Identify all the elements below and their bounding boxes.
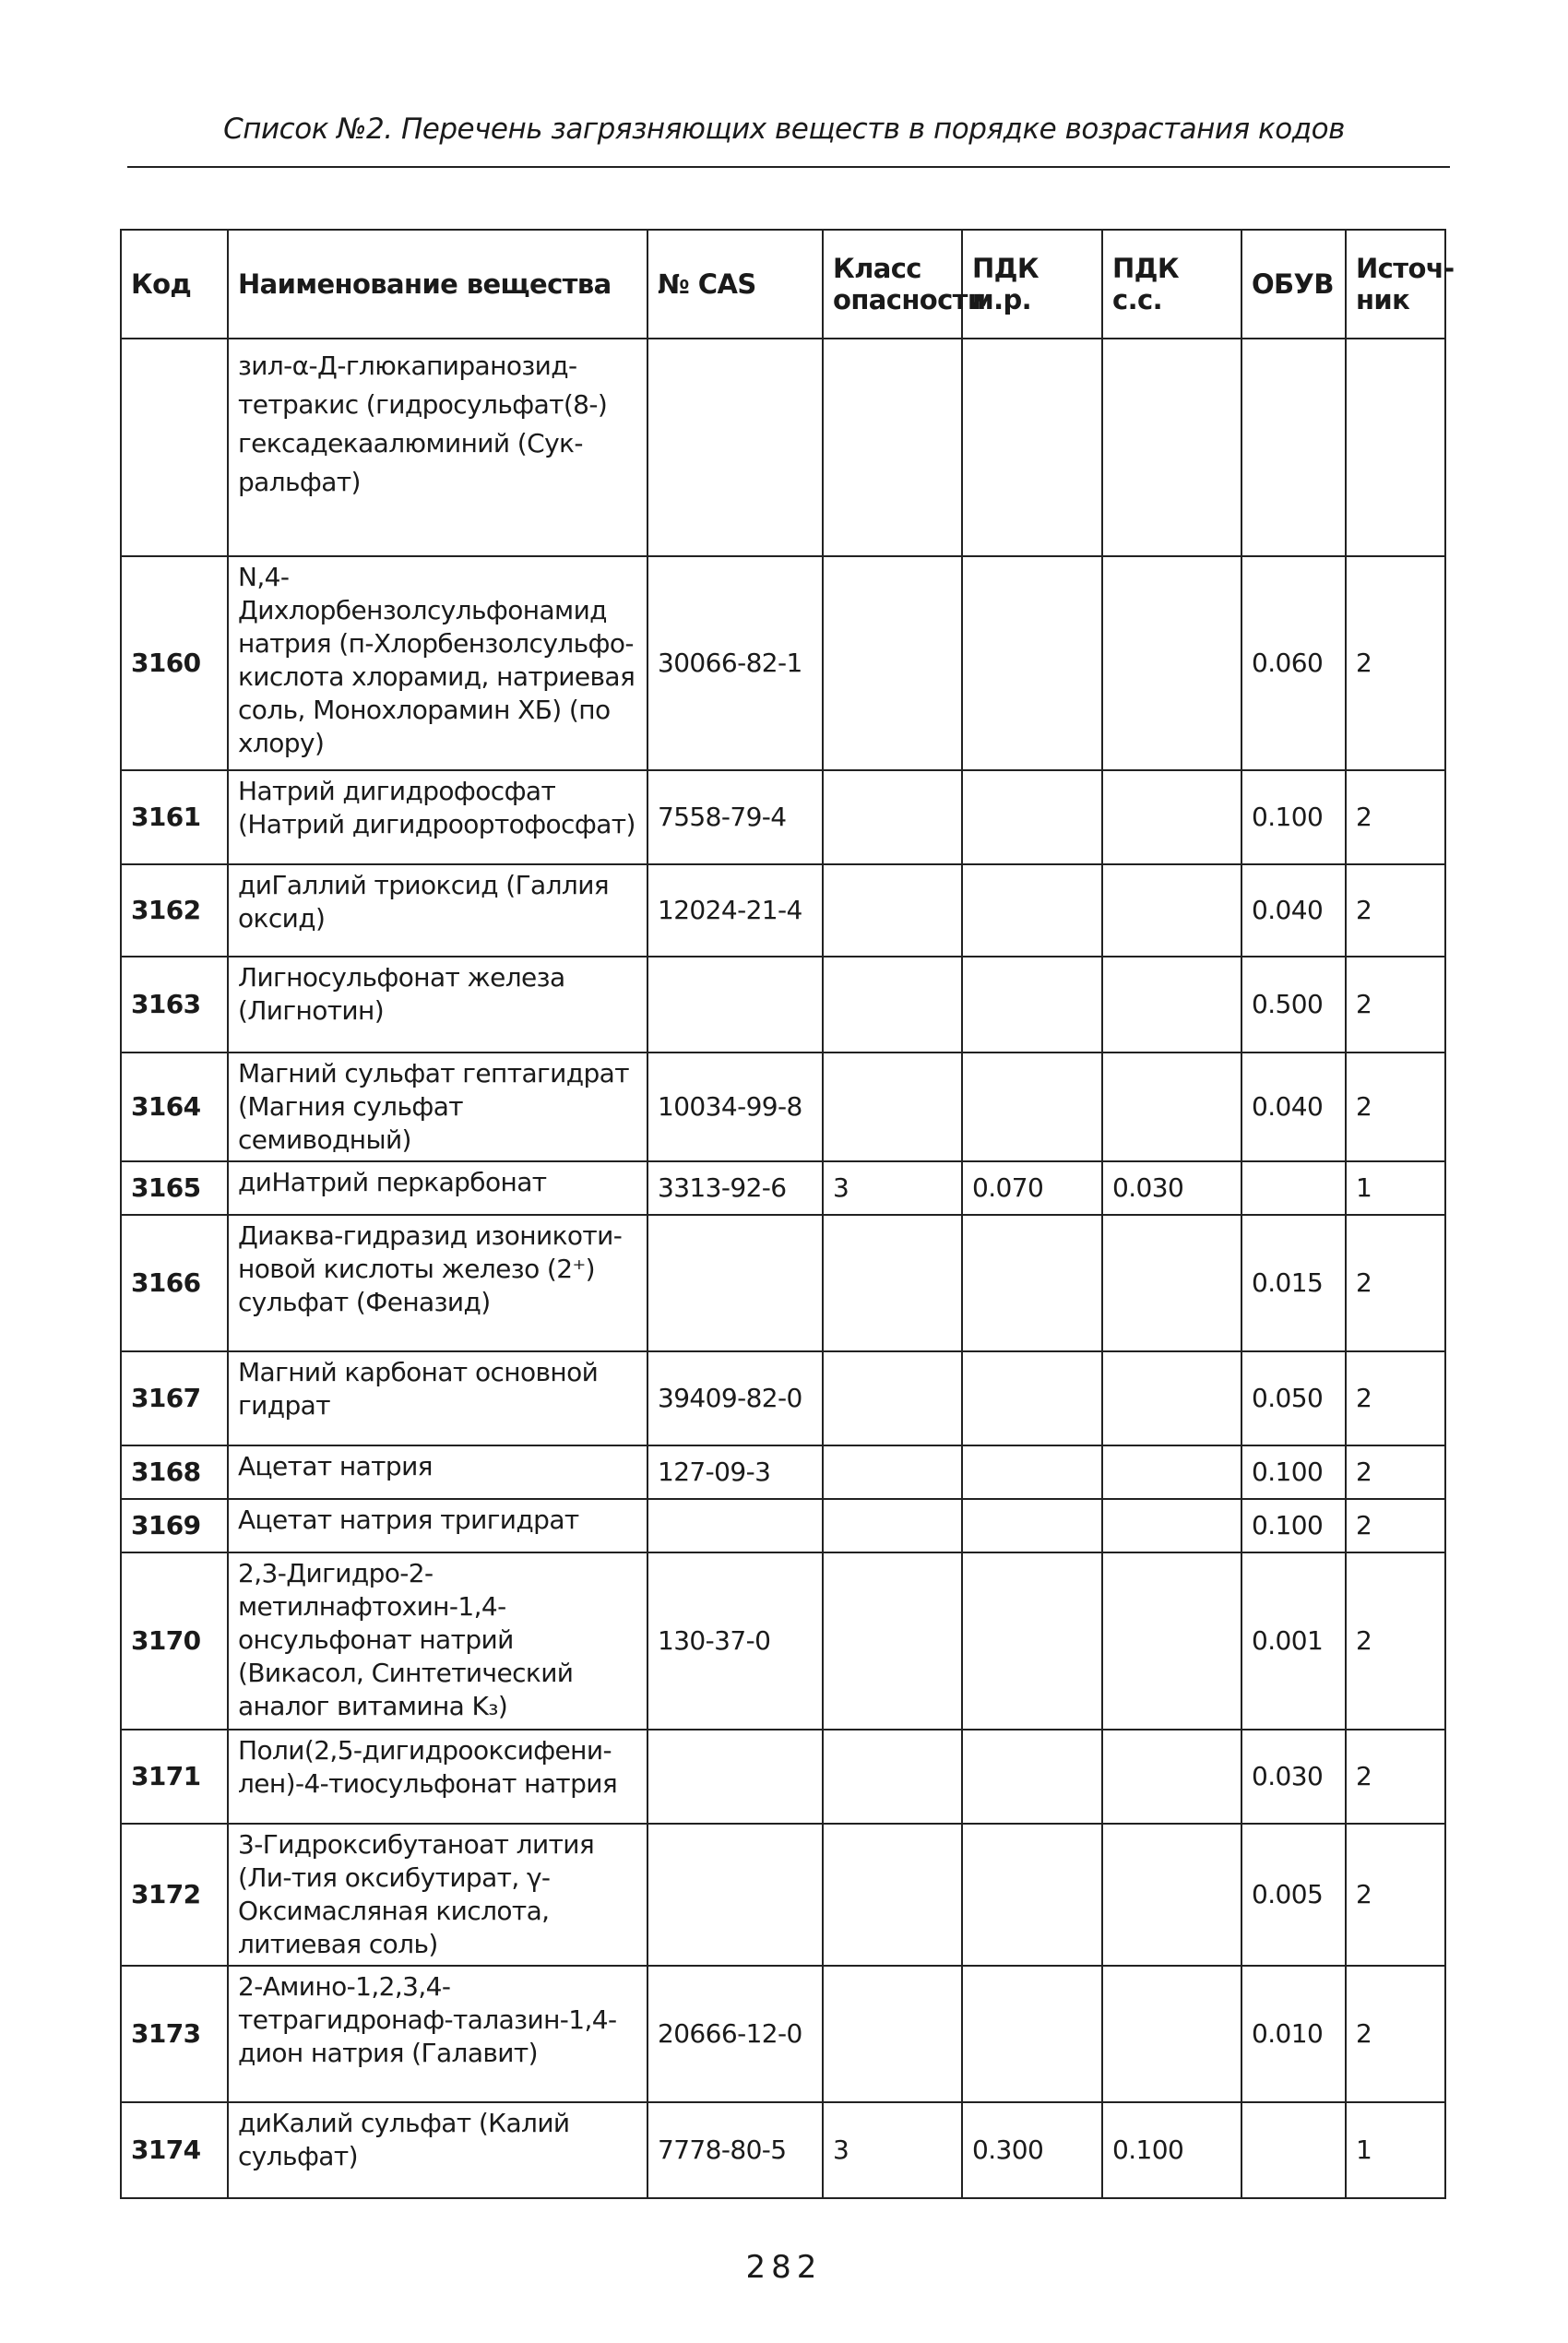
table-row	[121, 957, 1445, 1053]
cell-cas	[647, 339, 823, 556]
cell-obuv: 0.030	[1241, 1730, 1346, 1824]
cell-hazard-class	[823, 1445, 962, 1499]
table-row	[121, 1053, 1445, 1161]
cell-code: 3166	[121, 1215, 228, 1351]
cell-obuv: 0.040	[1241, 864, 1346, 957]
table-row	[121, 556, 1445, 770]
cell-pdk-mr	[962, 957, 1102, 1053]
cell-pdk-ss	[1102, 556, 1241, 770]
cell-cas	[647, 1215, 823, 1351]
table-row	[121, 1966, 1445, 2102]
table-row	[121, 1499, 1445, 1552]
table-row	[121, 1552, 1445, 1730]
cell-hazard-class	[823, 770, 962, 864]
cell-obuv: 0.100	[1241, 770, 1346, 864]
cell-pdk-ss	[1102, 1730, 1241, 1824]
cell-source: 2	[1346, 864, 1445, 957]
cell-cas: 7558-79-4	[647, 770, 823, 864]
cell-name: Ацетат натрия	[228, 1445, 647, 1499]
cell-pdk-ss	[1102, 1351, 1241, 1445]
cell-source: 1	[1346, 1161, 1445, 1215]
cell-code: 3171	[121, 1730, 228, 1824]
cell-hazard-class	[823, 1730, 962, 1824]
cell-name: Ацетат натрия тригидрат	[228, 1499, 647, 1552]
cell-source: 2	[1346, 1499, 1445, 1552]
cell-pdk-ss: 0.100	[1102, 2102, 1241, 2198]
table-row	[121, 1215, 1445, 1351]
cell-source: 2	[1346, 1215, 1445, 1351]
cell-source: 2	[1346, 1445, 1445, 1499]
cell-obuv: 0.100	[1241, 1499, 1346, 1552]
cell-pdk-mr: 0.070	[962, 1161, 1102, 1215]
cell-name: Диаква-гидразид изоникоти-новой кислоты железо (2⁺) сульфат (Феназид)	[228, 1215, 647, 1351]
cell-code: 3167	[121, 1351, 228, 1445]
col-header-pdk-mr: ПДК м.р.	[962, 230, 1102, 339]
table-row	[121, 1351, 1445, 1445]
cell-code: 3163	[121, 957, 228, 1053]
cell-pdk-ss	[1102, 339, 1241, 556]
table-header-row	[121, 230, 1445, 339]
cell-cas	[647, 1499, 823, 1552]
cell-code: 3172	[121, 1824, 228, 1966]
cell-obuv: 0.015	[1241, 1215, 1346, 1351]
cell-code: 3174	[121, 2102, 228, 2198]
cell-pdk-ss	[1102, 1824, 1241, 1966]
table-row	[121, 1161, 1445, 1215]
table-row	[121, 339, 1445, 556]
cell-obuv: 0.010	[1241, 1966, 1346, 2102]
cell-pdk-mr	[962, 864, 1102, 957]
cell-pdk-mr	[962, 770, 1102, 864]
cell-pdk-mr	[962, 1445, 1102, 1499]
cell-name: 3-Гидроксибутаноат лития (Ли-тия оксибутират, γ-Оксимасляная кислота, литиевая соль)	[228, 1824, 647, 1966]
cell-code: 3165	[121, 1161, 228, 1215]
col-header-obuv: ОБУВ	[1241, 230, 1346, 339]
cell-source: 2	[1346, 1966, 1445, 2102]
cell-source: 2	[1346, 770, 1445, 864]
header-rule	[127, 166, 1450, 168]
cell-name: Натрий дигидрофосфат (Натрий дигидроортофосфат)	[228, 770, 647, 864]
cell-name: Магний сульфат гептагидрат (Магния сульфат семиводный)	[228, 1053, 647, 1161]
cell-obuv: 0.060	[1241, 556, 1346, 770]
cell-pdk-mr	[962, 1053, 1102, 1161]
cell-pdk-mr	[962, 339, 1102, 556]
cell-cas: 39409-82-0	[647, 1351, 823, 1445]
cell-obuv: 0.005	[1241, 1824, 1346, 1966]
cell-code: 3162	[121, 864, 228, 957]
cell-cas: 3313-92-6	[647, 1161, 823, 1215]
cell-pdk-mr	[962, 1215, 1102, 1351]
cell-hazard-class	[823, 1966, 962, 2102]
cell-obuv	[1241, 1161, 1346, 1215]
cell-pdk-mr	[962, 1730, 1102, 1824]
cell-cas: 127-09-3	[647, 1445, 823, 1499]
cell-pdk-mr	[962, 556, 1102, 770]
cell-name: диКалий сульфат (Калий сульфат)	[228, 2102, 647, 2198]
cell-pdk-ss	[1102, 1499, 1241, 1552]
cell-cas: 30066-82-1	[647, 556, 823, 770]
col-header-name: Наименование вещества	[228, 230, 647, 339]
table-body	[121, 339, 1445, 2198]
cell-cas: 130-37-0	[647, 1552, 823, 1730]
cell-pdk-ss	[1102, 770, 1241, 864]
cell-pdk-ss	[1102, 1215, 1241, 1351]
cell-source: 2	[1346, 1730, 1445, 1824]
cell-pdk-mr	[962, 1351, 1102, 1445]
cell-name: N,4-Дихлорбензолсульфонамид натрия (п-Хлорбензолсульфо-кислота хлорамид, натриевая соль, Монохлорамин ХБ) (по хлору)	[228, 556, 647, 770]
cell-pdk-mr	[962, 1552, 1102, 1730]
cell-cas: 12024-21-4	[647, 864, 823, 957]
page-header-title: Список №2. Перечень загрязняющих веществ в порядке возрастания кодов	[223, 113, 1345, 146]
cell-hazard-class	[823, 1824, 962, 1966]
cell-code: 3161	[121, 770, 228, 864]
col-header-source: Источ-ник	[1346, 230, 1445, 339]
table-row	[121, 1824, 1445, 1966]
cell-pdk-mr	[962, 1966, 1102, 2102]
cell-name: диНатрий перкарбонат	[228, 1161, 647, 1215]
cell-hazard-class	[823, 1499, 962, 1552]
cell-cas: 7778-80-5	[647, 2102, 823, 2198]
col-header-pdk-ss: ПДК с.с.	[1102, 230, 1241, 339]
cell-hazard-class	[823, 1215, 962, 1351]
cell-obuv: 0.500	[1241, 957, 1346, 1053]
cell-source: 2	[1346, 1053, 1445, 1161]
cell-code: 3170	[121, 1552, 228, 1730]
cell-source: 2	[1346, 1552, 1445, 1730]
cell-pdk-ss	[1102, 1445, 1241, 1499]
cell-source: 2	[1346, 1824, 1445, 1966]
cell-hazard-class: 3	[823, 1161, 962, 1215]
cell-hazard-class	[823, 556, 962, 770]
cell-obuv: 0.001	[1241, 1552, 1346, 1730]
page-number: 282	[745, 2249, 823, 2286]
cell-name: Магний карбонат основной гидрат	[228, 1351, 647, 1445]
cell-code: 3160	[121, 556, 228, 770]
cell-pdk-ss	[1102, 1552, 1241, 1730]
cell-name: Поли(2,5-дигидрооксифени-лен)-4-тиосульфонат натрия	[228, 1730, 647, 1824]
cell-pdk-ss: 0.030	[1102, 1161, 1241, 1215]
cell-code: 3173	[121, 1966, 228, 2102]
cell-name: Лигносульфонат железа (Лигнотин)	[228, 957, 647, 1053]
cell-pdk-mr: 0.300	[962, 2102, 1102, 2198]
table-row	[121, 2102, 1445, 2198]
cell-cas	[647, 957, 823, 1053]
cell-hazard-class: 3	[823, 2102, 962, 2198]
cell-source: 2	[1346, 957, 1445, 1053]
cell-cas: 10034-99-8	[647, 1053, 823, 1161]
cell-source: 2	[1346, 556, 1445, 770]
cell-source	[1346, 339, 1445, 556]
cell-source: 1	[1346, 2102, 1445, 2198]
cell-hazard-class	[823, 1053, 962, 1161]
table-row	[121, 770, 1445, 864]
cell-name: диГаллий триоксид (Галлия оксид)	[228, 864, 647, 957]
cell-source: 2	[1346, 1351, 1445, 1445]
cell-name: 2,3-Дигидро-2-метилнафтохин-1,4-онсульфонат натрий (Викасол, Синтетический аналог витамина K₃)	[228, 1552, 647, 1730]
cell-hazard-class	[823, 1351, 962, 1445]
cell-name: 2-Амино-1,2,3,4-тетрагидронаф-талазин-1,4-дион натрия (Галавит)	[228, 1966, 647, 2102]
cell-name: зил-α-Д-глюкапиранозид-тетракис (гидросульфат(8-) гексадекаалюминий (Сук-ральфат)	[228, 339, 647, 556]
cell-code: 3168	[121, 1445, 228, 1499]
cell-pdk-ss	[1102, 1966, 1241, 2102]
col-header-cas: № CAS	[647, 230, 823, 339]
cell-pdk-ss	[1102, 957, 1241, 1053]
cell-hazard-class	[823, 1552, 962, 1730]
substances-table	[120, 229, 1455, 2199]
col-header-code: Код	[121, 230, 228, 339]
table-row	[121, 1730, 1445, 1824]
cell-code	[121, 339, 228, 556]
cell-obuv	[1241, 339, 1346, 556]
cell-pdk-mr	[962, 1824, 1102, 1966]
cell-cas	[647, 1730, 823, 1824]
cell-obuv: 0.050	[1241, 1351, 1346, 1445]
cell-code: 3164	[121, 1053, 228, 1161]
cell-pdk-ss	[1102, 1053, 1241, 1161]
cell-code: 3169	[121, 1499, 228, 1552]
table-row	[121, 1445, 1445, 1499]
col-header-hazard-class: Класс опасности	[823, 230, 962, 339]
cell-obuv: 0.100	[1241, 1445, 1346, 1499]
cell-pdk-mr	[962, 1499, 1102, 1552]
cell-cas	[647, 1824, 823, 1966]
cell-hazard-class	[823, 957, 962, 1053]
cell-hazard-class	[823, 864, 962, 957]
cell-hazard-class	[823, 339, 962, 556]
cell-obuv	[1241, 2102, 1346, 2198]
cell-pdk-ss	[1102, 864, 1241, 957]
table-row	[121, 864, 1445, 957]
cell-cas: 20666-12-0	[647, 1966, 823, 2102]
cell-obuv: 0.040	[1241, 1053, 1346, 1161]
